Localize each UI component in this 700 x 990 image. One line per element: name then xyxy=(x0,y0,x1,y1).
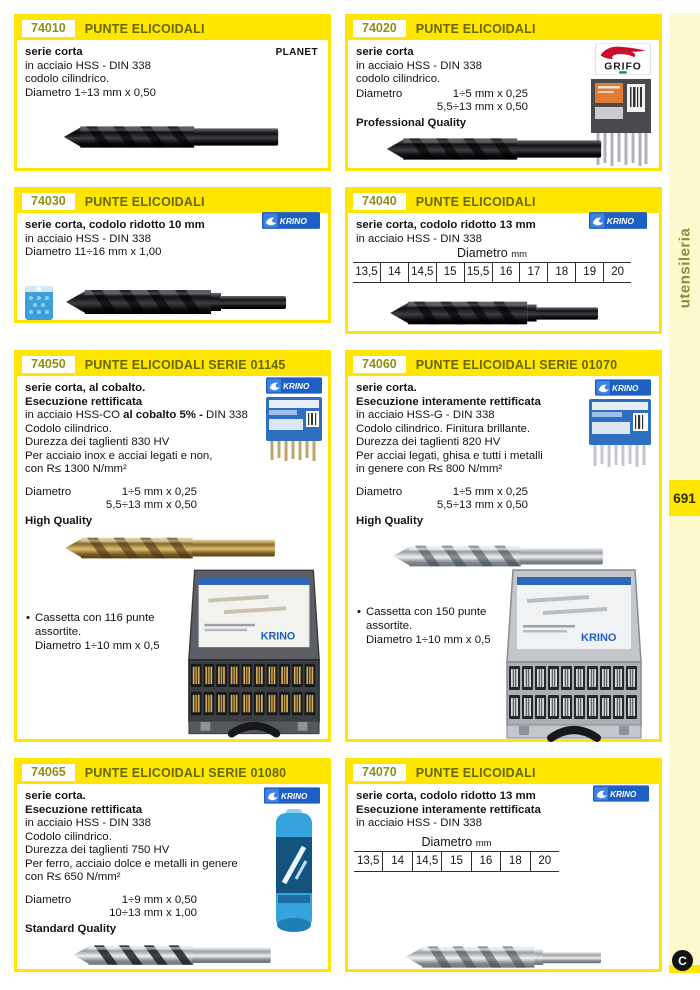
product-code: 74065 xyxy=(22,764,75,782)
diameter-cell: 13,5 xyxy=(355,266,378,278)
product-line: in acciaio HSS - DIN 338 xyxy=(25,59,151,72)
section-vertical-label: utensileria xyxy=(676,227,693,309)
drill-bit-image xyxy=(384,131,606,167)
diameter-label: Diametro xyxy=(25,485,72,498)
cell-header xyxy=(17,761,328,784)
product-execution: Esecuzione rettificata xyxy=(25,395,143,408)
product-code: 74020 xyxy=(353,20,406,38)
cell-header xyxy=(17,353,328,376)
svg-text:KRINO: KRINO xyxy=(610,790,637,800)
drill-pack-image xyxy=(266,397,322,463)
assortment-diameter: Diametro 1÷10 mm x 0,5 xyxy=(366,634,491,646)
product-line: Per acciaio inox e acciai legati e non, xyxy=(25,449,213,462)
product-code: 74050 xyxy=(22,356,75,374)
diameter-table-label: Diametro mm xyxy=(456,246,528,260)
drill-bit-reduced-shank-image xyxy=(392,941,618,973)
assortment-note xyxy=(357,605,517,647)
krino-logo xyxy=(593,785,649,802)
cell-title: PUNTE ELICOIDALI SERIE 01145 xyxy=(84,357,286,372)
diameter-cell: 20 xyxy=(603,263,631,282)
page-number-badge: 691 xyxy=(669,480,700,516)
diameter-cell: 14,5 xyxy=(408,263,436,282)
drill-bit-image xyxy=(61,119,283,155)
diameter-value: 1÷5 mm x 0,25 xyxy=(452,87,528,100)
product-cell-74070 xyxy=(345,758,662,972)
product-series: serie corta, codolo ridotto 13 mm xyxy=(356,790,536,802)
product-line: in acciaio HSS - DIN 338 xyxy=(25,817,151,829)
product-line: codolo cilindrico. xyxy=(356,73,441,85)
product-line: Durezza dei taglienti 750 HV xyxy=(25,844,170,856)
diameter-value: 1÷5 mm x 0,25 xyxy=(452,485,528,498)
svg-text:KRINO: KRINO xyxy=(260,630,296,643)
product-line: Durezza dei taglienti 820 HV xyxy=(356,436,501,448)
product-cell-74020 xyxy=(345,14,662,171)
diameter-value: 5,5÷13 mm x 0,50 xyxy=(436,101,528,113)
cell-header xyxy=(17,17,328,40)
product-line: in acciaio HSS - DIN 338 xyxy=(25,232,151,245)
diameter-spec xyxy=(356,88,528,115)
bullet-icon: • xyxy=(26,612,30,624)
drill-tube-case-image xyxy=(270,807,318,937)
diameter-cell: 18 xyxy=(500,852,529,871)
diameter-spec xyxy=(356,486,528,513)
diameter-label: Diametro xyxy=(356,485,403,498)
assortment-note xyxy=(26,611,184,653)
diameter-spec xyxy=(25,486,197,513)
cell-header xyxy=(348,761,659,784)
drill-bit-cobalt-image xyxy=(61,531,281,565)
assortment-text: Cassetta con 150 punte assortite. xyxy=(366,606,487,632)
cell-header xyxy=(348,17,659,40)
diameter-cell: 15,5 xyxy=(464,263,492,282)
product-cell-74040 xyxy=(345,187,662,334)
planet-brand-label: PLANET xyxy=(275,47,318,58)
product-execution: Esecuzione interamente rettificata xyxy=(356,803,541,816)
diameter-cell: 17 xyxy=(519,263,547,282)
bullet-icon: • xyxy=(357,606,361,618)
product-line: Codolo cilindrico. Finitura brillante. xyxy=(356,422,531,435)
product-line: Codolo cilindrico. xyxy=(25,422,112,435)
product-line: Diametro 1÷13 mm x 0,50 xyxy=(25,86,156,99)
diameter-value: 5,5÷13 mm x 0,50 xyxy=(105,499,197,511)
diameter-label: Diametro xyxy=(356,87,403,100)
blister-pack-image xyxy=(25,286,53,320)
cell-title: PUNTE ELICOIDALI SERIE 01080 xyxy=(84,765,287,780)
cell-title: PUNTE ELICOIDALI SERIE 01070 xyxy=(415,357,618,372)
cell-header xyxy=(17,190,328,213)
product-execution: Esecuzione rettificata xyxy=(25,803,143,816)
krino-logo xyxy=(266,377,322,394)
product-series: serie corta, codolo ridotto 10 mm xyxy=(25,219,205,231)
svg-text:KRINO: KRINO xyxy=(581,632,617,644)
product-code: 74070 xyxy=(353,764,406,782)
svg-text:KRINO: KRINO xyxy=(279,216,307,227)
diameter-table xyxy=(354,835,559,872)
product-line: in acciaio HSS - DIN 338 xyxy=(356,232,482,245)
product-line: Per acciai legati, ghisa e tutti i metalli xyxy=(356,449,543,462)
assortment-diameter: Diametro 1÷10 mm x 0,5 xyxy=(35,640,160,652)
product-line: Durezza dei taglienti 830 HV xyxy=(25,436,170,448)
drill-bit-reduced-shank-image xyxy=(386,296,606,330)
diameter-spec xyxy=(25,894,197,921)
product-line: Codolo cilindrico. xyxy=(25,830,112,843)
diameter-table xyxy=(353,246,631,283)
diameter-cell: 15 xyxy=(436,263,464,282)
diameter-label: Diametro xyxy=(25,893,72,906)
cell-title: PUNTE ELICOIDALI xyxy=(415,21,536,36)
product-line: Per ferro, acciaio dolce e metalli in genere xyxy=(25,857,238,870)
diameter-cell: 16 xyxy=(471,852,500,871)
grifo-logo xyxy=(595,43,651,75)
krino-logo xyxy=(589,212,647,229)
diameter-value: 1÷5 mm x 0,25 xyxy=(121,485,197,498)
krino-logo xyxy=(264,787,320,804)
diameter-cell: 14 xyxy=(382,852,411,871)
product-cell-74050 xyxy=(14,350,331,742)
cell-title: PUNTE ELICOIDALI xyxy=(84,194,205,209)
page-edge-tab xyxy=(669,13,700,973)
quality-label: High Quality xyxy=(25,514,93,527)
product-execution: Esecuzione interamente rettificata xyxy=(356,395,541,408)
diameter-value: 10÷13 mm x 1,00 xyxy=(109,907,197,919)
product-series: serie corta xyxy=(25,46,83,58)
diameter-table-label: Diametro mm xyxy=(421,835,492,849)
svg-text:KRINO: KRINO xyxy=(606,216,634,227)
krino-logo xyxy=(262,212,320,229)
quality-label: High Quality xyxy=(356,514,424,527)
cell-header xyxy=(348,190,659,213)
drill-case-image xyxy=(185,567,323,739)
cell-title: PUNTE ELICOIDALI xyxy=(84,21,205,36)
cell-header xyxy=(348,353,659,376)
product-series: serie corta, codolo ridotto 13 mm xyxy=(356,219,536,231)
diameter-value: 5,5÷13 mm x 0,50 xyxy=(436,499,528,511)
drill-pack-image xyxy=(589,399,651,469)
krino-logo xyxy=(595,379,651,396)
drill-bit-image xyxy=(61,939,285,971)
corner-logo-mark: C xyxy=(672,950,693,971)
product-cell-74065 xyxy=(14,758,331,972)
quality-label: Professional Quality xyxy=(356,116,467,129)
product-code: 74010 xyxy=(22,20,75,38)
drill-case-image xyxy=(503,567,645,743)
diameter-cell: 14 xyxy=(380,263,408,282)
product-line: in acciaio HSS-G - DIN 338 xyxy=(356,409,495,421)
svg-text:KRINO: KRINO xyxy=(612,384,639,394)
product-series: serie corta. xyxy=(25,790,86,802)
product-line: in acciaio HSS-CO al cobalto 5% - DIN 338 xyxy=(25,409,248,421)
drill-bit-reduced-shank-image xyxy=(63,284,293,320)
assortment-text: Cassetta con 116 punte assortite. xyxy=(35,612,155,638)
product-series: serie corta xyxy=(356,46,414,58)
product-line: con R≤ 650 N/mm² xyxy=(25,871,121,883)
product-code: 74030 xyxy=(22,193,75,211)
svg-text:KRINO: KRINO xyxy=(281,792,308,802)
cell-title: PUNTE ELICOIDALI xyxy=(415,765,536,780)
product-series: serie corta, al cobalto. xyxy=(25,382,146,394)
product-line: in acciaio HSS - DIN 338 xyxy=(356,817,482,829)
product-cell-74010 xyxy=(14,14,331,171)
quality-label: Standard Quality xyxy=(25,922,117,935)
diameter-cell: 20 xyxy=(530,852,559,871)
diameter-cell: 16 xyxy=(492,263,520,282)
cell-title: PUNTE ELICOIDALI xyxy=(415,194,536,209)
product-line: codolo cilindrico. xyxy=(25,73,110,85)
svg-text:KRINO: KRINO xyxy=(283,382,310,392)
product-line: Diametro 11÷16 mm x 1,00 xyxy=(25,246,162,258)
product-line: in genere con R≤ 800 N/mm² xyxy=(356,463,503,475)
diameter-cell: 15 xyxy=(441,852,470,871)
product-cell-74030 xyxy=(14,187,331,323)
diameter-value: 1÷9 mm x 0,50 xyxy=(121,893,197,906)
product-code: 74060 xyxy=(353,356,406,374)
product-series: serie corta. xyxy=(356,382,417,394)
diameter-cell: 14,5 xyxy=(412,852,441,871)
product-line: in acciaio HSS - DIN 338 xyxy=(356,59,482,72)
product-line: con R≤ 1300 N/mm² xyxy=(25,463,127,475)
diameter-cell: 18 xyxy=(547,263,575,282)
svg-text:GRIFO: GRIFO xyxy=(604,61,642,73)
diameter-cell: 13,5 xyxy=(357,855,380,867)
diameter-cell: 19 xyxy=(575,263,603,282)
product-cell-74060 xyxy=(345,350,662,742)
product-code: 74040 xyxy=(353,193,406,211)
